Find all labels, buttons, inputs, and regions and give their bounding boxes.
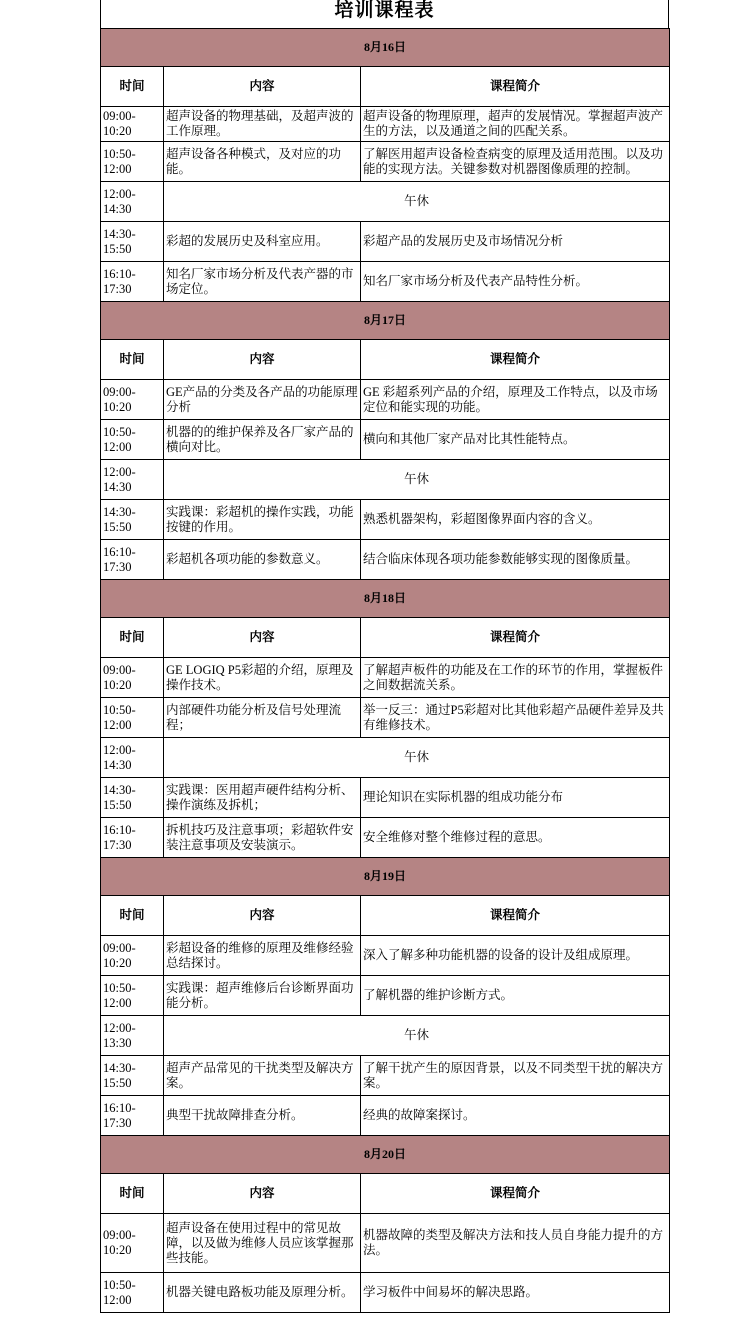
header-content: 内容 (164, 340, 361, 380)
schedule-row (101, 1096, 670, 1136)
session-time: 10:50- 12:00 (101, 142, 164, 182)
session-content: 超声设备在使用过程中的常见故障，以及做为维修人员应该掌握那些技能。 (164, 1214, 361, 1273)
session-intro: 学习板件中间易坏的解决思路。 (361, 1273, 670, 1313)
session-time: 14:30- 15:50 (101, 778, 164, 818)
session-intro: 深入了解多种功能机器的设备的设计及组成原理。 (361, 936, 670, 976)
header-time: 时间 (101, 340, 164, 380)
session-time: 10:50- 12:00 (101, 1273, 164, 1313)
session-content: GE LOGIQ P5彩超的介绍，原理及操作技术。 (164, 658, 361, 698)
session-time: 14:30- 15:50 (101, 1056, 164, 1096)
session-intro: 横向和其他厂家产品对比其性能特点。 (361, 420, 670, 460)
session-time: 16:10- 17:30 (101, 1096, 164, 1136)
session-intro: 了解干扰产生的原因背景，以及不同类型干扰的解决方案。 (361, 1056, 670, 1096)
session-time: 12:00- 13:30 (101, 1016, 164, 1056)
session-time: 09:00- 10:20 (101, 380, 164, 420)
header-content: 内容 (164, 1174, 361, 1214)
session-content: 内部硬件功能分析及信号处理流程； (164, 698, 361, 738)
session-intro: GE 彩超系列产品的介绍，原理及工作特点，以及市场定位和能实现的功能。 (361, 380, 670, 420)
session-content: 典型干扰故障排查分析。 (164, 1096, 361, 1136)
schedule-row (101, 460, 670, 500)
header-intro: 课程简介 (361, 340, 670, 380)
session-intro: 了解机器的维护诊断方式。 (361, 976, 670, 1016)
schedule-row (101, 1016, 670, 1056)
session-intro: 超声设备的物理原理，超声的发展情况。掌握超声波产生的方法，以及通道之间的匹配关系。 (361, 107, 670, 142)
schedule-row (101, 420, 670, 460)
session-time: 12:00- 14:30 (101, 460, 164, 500)
schedule-row (101, 1214, 670, 1273)
session-time: 09:00- 10:20 (101, 658, 164, 698)
day-date: 8月20日 (101, 1136, 670, 1174)
schedule-row (101, 698, 670, 738)
session-intro: 理论知识在实际机器的组成功能分布 (361, 778, 670, 818)
session-time: 12:00- 14:30 (101, 738, 164, 778)
day-header-row (101, 580, 670, 618)
column-header-row (101, 618, 670, 658)
session-content: GE产品的分类及各产品的功能原理分析 (164, 380, 361, 420)
day-header-row (101, 858, 670, 896)
schedule-row (101, 262, 670, 302)
page-title: 培训课程表 (334, 0, 435, 21)
session-intro: 举一反三：通过P5彩超对比其他彩超产品硬件差异及共有维修技术。 (361, 698, 670, 738)
day-date: 8月19日 (101, 858, 670, 896)
session-content: 超声产品常见的干扰类型及解决方案。 (164, 1056, 361, 1096)
schedule-sheet (100, 0, 669, 1313)
schedule-table (100, 28, 670, 1313)
session-time: 09:00- 10:20 (101, 936, 164, 976)
session-time: 16:10- 17:30 (101, 540, 164, 580)
schedule-row (101, 976, 670, 1016)
schedule-row (101, 540, 670, 580)
schedule-row (101, 658, 670, 698)
day-header-row (101, 302, 670, 340)
day-header-row (101, 29, 670, 67)
schedule-row (101, 500, 670, 540)
session-intro: 了解医用超声设备检查病变的原理及适用范围。以及功能的实现方法。关键参数对机器图像质理的控制。 (361, 142, 670, 182)
session-content: 彩超机各项功能的参数意义。 (164, 540, 361, 580)
session-intro: 彩超产品的发展历史及市场情况分析 (361, 222, 670, 262)
session-content: 超声设备各种模式，及对应的功能。 (164, 142, 361, 182)
header-intro: 课程简介 (361, 1174, 670, 1214)
lunch-break: 午休 (164, 460, 670, 500)
header-intro: 课程简介 (361, 618, 670, 658)
column-header-row (101, 896, 670, 936)
schedule-row (101, 818, 670, 858)
session-intro: 安全维修对整个维修过程的意思。 (361, 818, 670, 858)
session-time: 10:50- 12:00 (101, 698, 164, 738)
schedule-row (101, 222, 670, 262)
title-row (100, 0, 669, 28)
lunch-break: 午休 (164, 738, 670, 778)
day-date: 8月16日 (101, 29, 670, 67)
header-time: 时间 (101, 67, 164, 107)
session-time: 14:30- 15:50 (101, 222, 164, 262)
day-date: 8月17日 (101, 302, 670, 340)
header-content: 内容 (164, 618, 361, 658)
session-intro: 熟悉机器架构，彩超图像界面内容的含义。 (361, 500, 670, 540)
session-content: 拆机技巧及注意事项；彩超软件安装注意事项及安装演示。 (164, 818, 361, 858)
session-content: 知名厂家市场分析及代表产器的市场定位。 (164, 262, 361, 302)
session-time: 16:10- 17:30 (101, 262, 164, 302)
header-time: 时间 (101, 1174, 164, 1214)
schedule-row (101, 1273, 670, 1313)
session-intro: 经典的故障案探讨。 (361, 1096, 670, 1136)
column-header-row (101, 67, 670, 107)
day-date: 8月18日 (101, 580, 670, 618)
header-content: 内容 (164, 896, 361, 936)
schedule-row (101, 778, 670, 818)
schedule-row (101, 380, 670, 420)
session-time: 10:50- 12:00 (101, 976, 164, 1016)
session-content: 彩超的发展历史及科室应用。 (164, 222, 361, 262)
lunch-break: 午休 (164, 182, 670, 222)
schedule-row (101, 936, 670, 976)
day-header-row (101, 1136, 670, 1174)
session-time: 09:00- 10:20 (101, 107, 164, 142)
session-content: 超声设备的物理基础，及超声波的工作原理。 (164, 107, 361, 142)
session-intro: 知名厂家市场分析及代表产品特性分析。 (361, 262, 670, 302)
header-intro: 课程简介 (361, 896, 670, 936)
session-time: 09:00- 10:20 (101, 1214, 164, 1273)
session-time: 14:30- 15:50 (101, 500, 164, 540)
header-content: 内容 (164, 67, 361, 107)
header-time: 时间 (101, 896, 164, 936)
session-intro: 机器故障的类型及解决方法和技人员自身能力提升的方法。 (361, 1214, 670, 1273)
header-intro: 课程简介 (361, 67, 670, 107)
session-content: 实践课：超声维修后台诊断界面功能分析。 (164, 976, 361, 1016)
session-intro: 结合临床体现各项功能参数能够实现的图像质量。 (361, 540, 670, 580)
header-time: 时间 (101, 618, 164, 658)
schedule-row (101, 107, 670, 142)
lunch-break: 午休 (164, 1016, 670, 1056)
session-content: 实践课：彩超机的操作实践，功能按键的作用。 (164, 500, 361, 540)
session-content: 彩超设备的维修的原理及维修经验总结探讨。 (164, 936, 361, 976)
schedule-row (101, 738, 670, 778)
column-header-row (101, 340, 670, 380)
schedule-row (101, 1056, 670, 1096)
session-time: 12:00- 14:30 (101, 182, 164, 222)
session-content: 实践课：医用超声硬件结构分析、操作演练及拆机； (164, 778, 361, 818)
session-content: 机器关键电路板功能及原理分析。 (164, 1273, 361, 1313)
session-time: 16:10- 17:30 (101, 818, 164, 858)
session-content: 机器的的维护保养及各厂家产品的横向对比。 (164, 420, 361, 460)
session-time: 10:50- 12:00 (101, 420, 164, 460)
session-intro: 了解超声板件的功能及在工作的环节的作用，掌握板件之间数据流关系。 (361, 658, 670, 698)
column-header-row (101, 1174, 670, 1214)
schedule-row (101, 182, 670, 222)
schedule-row (101, 142, 670, 182)
